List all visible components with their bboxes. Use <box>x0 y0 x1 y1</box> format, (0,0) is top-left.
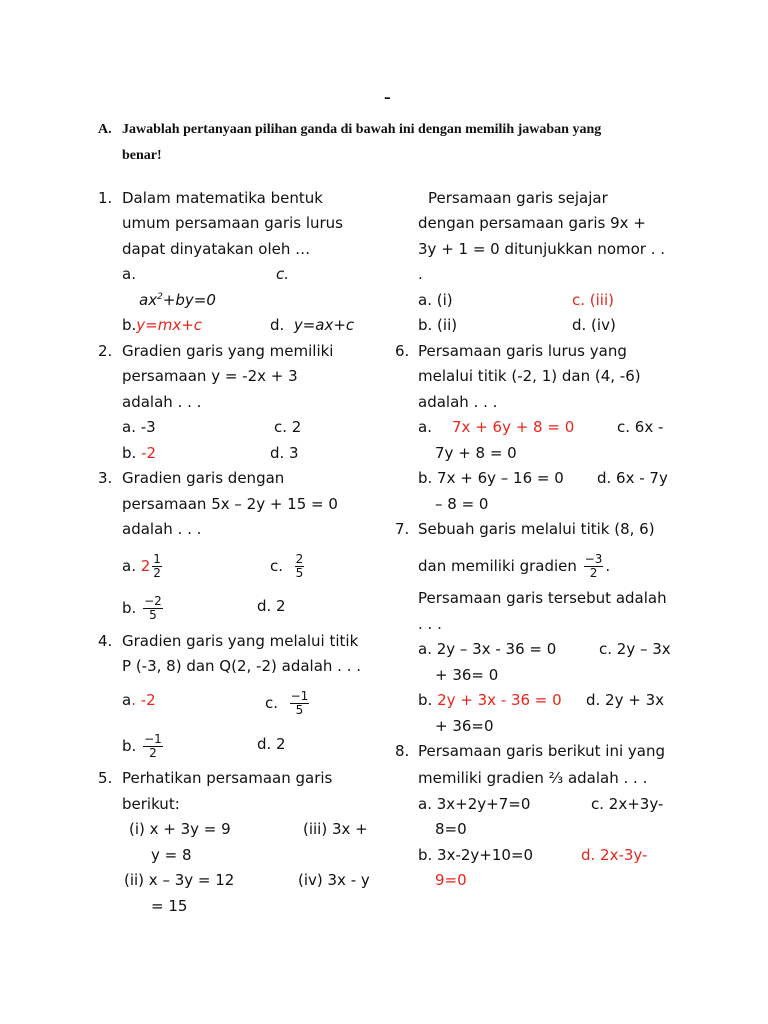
q7-text-line2 <box>418 553 610 580</box>
q1-option-b-label: b. <box>122 316 137 334</box>
q3-option-a-denominator: 2 <box>153 566 161 580</box>
q7-gradient-fraction <box>584 553 604 580</box>
q6-option-a-text[interactable]: 7x + 6y + 8 = 0 <box>452 418 575 436</box>
q5-equation-ii: (ii) x – 3y = 12 <box>124 871 235 889</box>
q5-option-a[interactable]: a. (i) <box>418 291 453 309</box>
section-letter: A. <box>98 122 112 137</box>
q3-option-a-whole: 2 <box>140 557 151 575</box>
q6-text-line2: melalui titik (-2, 1) dan (4, -6) <box>418 367 641 385</box>
q3-option-b-denominator: 5 <box>149 608 157 622</box>
q5-equation-iv: (iv) 3x - y <box>298 871 370 889</box>
q7-option-c-cont: + 36= 0 <box>435 666 499 684</box>
q1-option-c-text <box>139 290 216 310</box>
header-dash: - <box>384 86 391 108</box>
q5-option-b[interactable]: b. (ii) <box>418 316 458 334</box>
q6-option-a-label[interactable]: a. <box>418 418 432 436</box>
q8-option-c-cont: 8=0 <box>435 820 467 838</box>
q1-option-a[interactable] <box>122 264 136 284</box>
q3-option-b-numerator: −2 <box>144 594 162 608</box>
q3-option-a-numerator: 1 <box>153 552 161 566</box>
q5b-text-line3: 3y + 1 = 0 ditunjukkan nomor . . <box>418 240 666 258</box>
q5-text-line2: berikut: <box>122 795 180 813</box>
q3-option-c[interactable] <box>270 553 306 580</box>
q6-text-line3: adalah . . . <box>418 393 498 411</box>
q6-option-c[interactable]: c. 6x - <box>617 418 664 436</box>
q1-text-line1: Dalam matematika bentuk <box>122 189 323 207</box>
q5-option-c[interactable]: c. (iii) <box>572 291 614 309</box>
q5-text-line1: Perhatikan persamaan garis <box>122 769 333 787</box>
q5-equation-iv-cont: = 15 <box>151 897 188 915</box>
q1-option-d[interactable] <box>270 315 354 335</box>
q8-number: 8. <box>395 742 410 760</box>
q1-option-c-base: ax <box>139 291 158 309</box>
q7-text-line1: Sebuah garis melalui titik (8, 6) <box>418 520 655 538</box>
q3-text-line2: persamaan 5x – 2y + 15 = 0 <box>122 495 338 513</box>
q7-gradient-numerator: −3 <box>584 552 603 566</box>
q5-option-d[interactable]: d. (iv) <box>572 316 616 334</box>
q5-equation-i: (i) x + 3y = 9 <box>129 820 231 838</box>
q8-option-b[interactable]: b. 3x-2y+10=0 <box>418 846 534 864</box>
q5-equation-iii-cont: y = 8 <box>151 846 192 864</box>
q4-option-a[interactable] <box>122 690 156 710</box>
q7-text-line2-end: . <box>605 557 611 575</box>
q1-text-line3: dapat dinyatakan oleh … <box>122 240 311 258</box>
q7-option-d-cont: + 36=0 <box>435 717 494 735</box>
q4-option-c-label: c. <box>265 694 279 712</box>
q4-option-b[interactable] <box>122 733 165 760</box>
q7-text-line3: Persamaan garis tersebut adalah <box>418 589 667 607</box>
q5-equation-iii: (iii) 3x + <box>303 820 368 838</box>
q8-option-d[interactable]: d. 2x-3y- <box>581 846 648 864</box>
q3-text-line3: adalah . . . <box>122 520 202 538</box>
q5b-text-line4: . <box>418 265 423 283</box>
q1-option-d-text: y=ax+c <box>293 316 355 334</box>
q1-option-d-label: d. <box>270 316 285 334</box>
q7-option-b-text: 2y + 3x - 36 = 0 <box>437 691 562 709</box>
q6-option-d[interactable]: d. 6x - 7y <box>597 469 668 487</box>
q3-option-a-label: a. <box>122 557 141 575</box>
q4-text-line2: P (-3, 8) dan Q(2, -2) adalah . . . <box>122 657 362 675</box>
q4-option-b-fraction <box>143 733 163 760</box>
q3-option-b-label: b. <box>122 599 137 617</box>
q3-option-b-fraction <box>143 595 163 622</box>
q2-option-b-text: -2 <box>141 444 157 462</box>
q6-option-c-cont: 7y + 8 = 0 <box>435 444 517 462</box>
q1-option-b[interactable] <box>122 315 202 335</box>
q2-option-c[interactable]: c. 2 <box>274 418 302 436</box>
q6-text-line1: Persamaan garis lurus yang <box>418 342 627 360</box>
q7-option-b[interactable] <box>418 690 562 710</box>
q6-number: 6. <box>395 342 410 360</box>
q8-option-d-cont: 9=0 <box>435 871 467 889</box>
q3-option-b[interactable] <box>122 595 165 622</box>
q3-option-c-fraction <box>295 553 305 580</box>
section-title-line1: Jawablah pertanyaan pilihan ganda di bawah ini dengan memilih jawaban yang <box>122 122 602 137</box>
q1-text-line2: umum persamaan garis lurus <box>122 214 343 232</box>
q3-option-d[interactable]: d. 2 <box>257 597 286 615</box>
q2-text-line2: persamaan y = -2x + 3 <box>122 367 298 385</box>
q6-option-d-cont: – 8 = 0 <box>435 495 489 513</box>
q4-number: 4. <box>98 632 113 650</box>
q7-option-a[interactable]: a. 2y – 3x - 36 = 0 <box>418 640 557 658</box>
q2-option-b[interactable] <box>122 443 156 463</box>
q6-option-b[interactable]: b. 7x + 6y – 16 = 0 <box>418 469 564 487</box>
q2-option-d[interactable]: d. 3 <box>270 444 299 462</box>
q4-option-a-text: . -2 <box>131 691 156 709</box>
q7-option-d[interactable]: d. 2y + 3x <box>586 691 665 709</box>
q4-option-b-label: b. <box>122 737 137 755</box>
q7-text-line4: . . . <box>418 615 442 633</box>
q3-text-line1: Gradien garis dengan <box>122 469 285 487</box>
q3-option-a-fraction <box>152 553 162 580</box>
q5-number: 5. <box>98 769 113 787</box>
q8-text-line1: Persamaan garis berikut ini yang <box>418 742 665 760</box>
q1-option-c-rest: +by=0 <box>162 291 216 309</box>
q4-option-d[interactable]: d. 2 <box>257 735 286 753</box>
q3-number: 3. <box>98 469 113 487</box>
q2-option-b-label: b. <box>122 444 142 462</box>
q4-option-b-numerator: −1 <box>144 732 162 746</box>
q7-gradient-denominator: 2 <box>589 566 598 580</box>
q1-number: 1. <box>98 189 113 207</box>
q2-text-line1: Gradien garis yang memiliki <box>122 342 334 360</box>
q8-text-line2: memiliki gradien ⅔ adalah . . . <box>418 769 648 787</box>
section-title-line2: benar! <box>122 148 162 163</box>
q7-option-b-label: b. <box>418 691 438 709</box>
q4-option-c-fraction <box>290 690 310 717</box>
q4-option-c-numerator: −1 <box>290 689 309 703</box>
q7-number: 7. <box>395 520 410 538</box>
q2-option-a[interactable]: a. -3 <box>122 418 156 436</box>
q8-option-c[interactable]: c. 2x+3y- <box>591 795 664 813</box>
q4-option-b-denominator: 2 <box>149 746 157 760</box>
q3-option-c-label: c. <box>270 557 284 575</box>
q1-option-b-text: y=mx+c <box>136 316 203 334</box>
q4-option-c[interactable] <box>265 690 311 717</box>
q5b-text-line1: Persamaan garis sejajar <box>428 189 608 207</box>
q3-option-c-denominator: 5 <box>295 566 304 580</box>
q1-option-a-label: a. <box>122 265 136 283</box>
q3-option-c-numerator: 2 <box>295 552 304 566</box>
q8-option-a[interactable]: a. 3x+2y+7=0 <box>418 795 531 813</box>
q3-option-a[interactable] <box>122 553 164 580</box>
q2-number: 2. <box>98 342 113 360</box>
q4-text-line1: Gradien garis yang melalui titik <box>122 632 359 650</box>
q5b-text-line2: dengan persamaan garis 9x + <box>418 214 646 232</box>
q1-option-c-label[interactable]: c. <box>276 265 290 283</box>
q4-option-c-denominator: 5 <box>295 703 304 717</box>
q7-option-c[interactable]: c. 2y – 3x <box>599 640 671 658</box>
q4-option-a-label: a <box>122 691 132 709</box>
q2-text-line3: adalah . . . <box>122 393 202 411</box>
q7-text-line2-prefix: dan memiliki gradien <box>418 557 577 575</box>
q1-option-c-exponent: 2 <box>157 292 163 302</box>
